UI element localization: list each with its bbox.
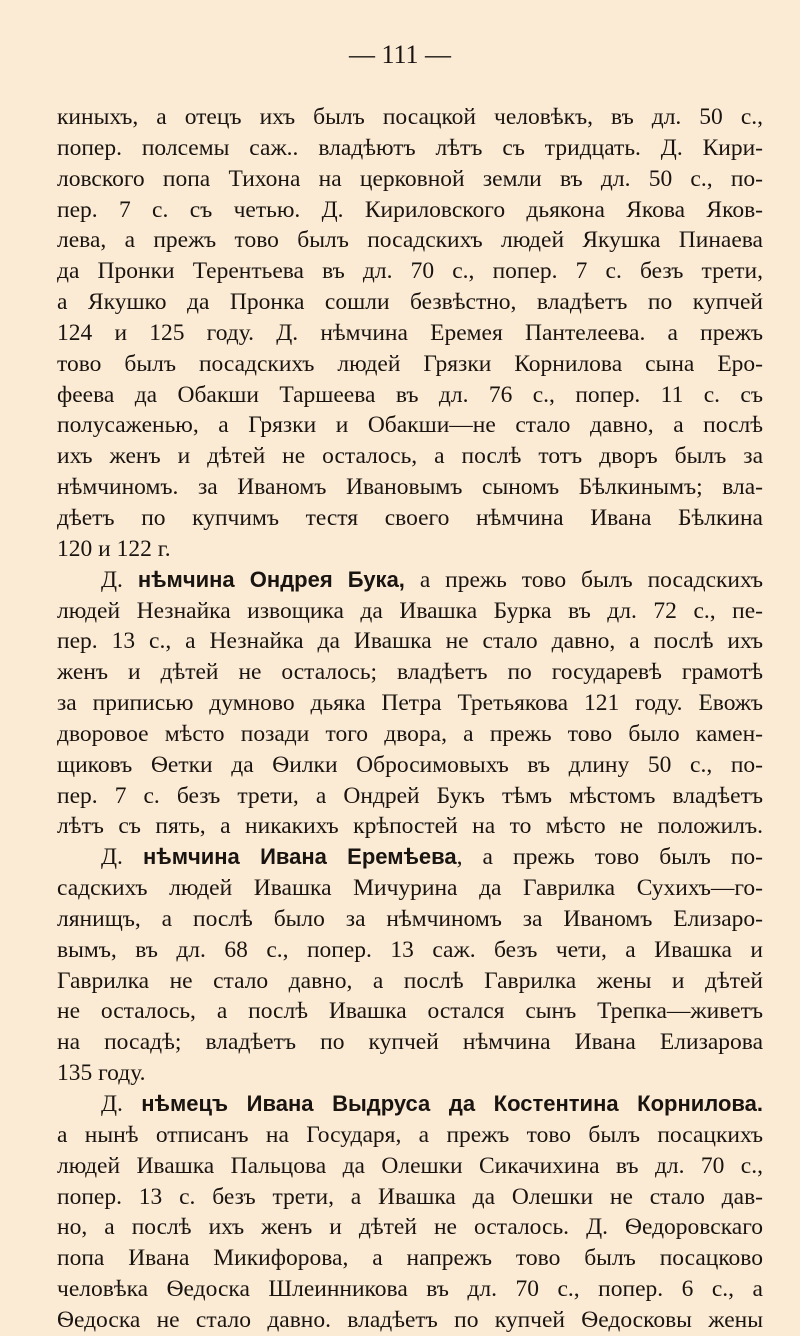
text-line	[57, 996, 763, 1027]
text-segment: попер. 13 с. безъ трети, а Ивашка да Олешки не стало дав-	[57, 1183, 763, 1210]
text-line	[57, 349, 763, 380]
text-line	[57, 503, 763, 534]
page-number: — 111 —	[348, 40, 452, 69]
text-segment: вымъ, въ дл. 68 с., попер. 13 саж. безъ чети, а Ивашка и	[57, 936, 763, 963]
text-line	[57, 1058, 763, 1089]
text-line	[57, 1182, 763, 1213]
text-line	[57, 873, 763, 904]
text-segment: на посадѣ; владѣетъ по купчей нѣмчина Ивана Елизарова	[57, 1029, 763, 1056]
paragraph	[57, 1089, 763, 1336]
text-line	[57, 842, 763, 873]
text-line	[57, 225, 763, 256]
text-segment: попер. полсемы саж.. владѣютъ лѣтъ съ тридцать. Д. Кири-	[57, 134, 763, 161]
text-line	[57, 102, 763, 133]
page-body	[57, 102, 763, 1336]
text-segment: нѣмчиномъ. за Иваномъ Ивановымъ сыномъ Бѣлкинымъ; вла-	[57, 474, 763, 501]
bold-heading-text: нѣмецъ Ивана Выдруса да Костентина Корнилова.	[141, 1091, 764, 1116]
text-line	[57, 133, 763, 164]
bold-heading-text: нѣмчина Ондрея Бука,	[137, 566, 405, 592]
text-segment: 120 и 122 г.	[57, 535, 171, 562]
text-segment: ихъ женъ и дѣтей не осталось, а послѣ тотъ дворъ былъ за	[57, 443, 763, 470]
text-segment: садскихъ людей Ивашка Мичурина да Гаврилка Сухихъ—го-	[57, 875, 763, 902]
paragraph	[57, 842, 763, 1089]
text-line	[57, 596, 763, 627]
text-line	[57, 565, 763, 596]
text-segment: а прежь тово былъ посадскихъ	[404, 566, 764, 593]
text-line	[57, 781, 763, 812]
text-segment: дѣетъ по купчимъ тестя своего нѣмчина Ивана Бѣлкина	[57, 504, 763, 531]
text-segment: ловского попа Тихона на церковной земли въ дл. 50 с., по-	[57, 165, 763, 192]
text-line	[57, 1089, 763, 1120]
text-segment: за приписью думново дьяка Петра Третьякова 121 году. Евожъ	[57, 690, 763, 717]
text-line	[57, 935, 763, 966]
text-segment: , а прежь тово былъ по-	[456, 844, 764, 871]
text-segment: щиковъ Ѳетки да Ѳилки Обросимовыхъ въ длину 50 с., по-	[57, 751, 763, 778]
text-segment: Ѳедоска не стало давно. владѣетъ по купчей Ѳедосковы жены	[57, 1306, 763, 1333]
text-segment: Гаврилка не стало давно, а послѣ Гаврилка жены и дѣтей	[57, 967, 763, 994]
text-segment: не осталось, а послѣ Ивашка остался сынъ Трепка—живетъ	[57, 998, 763, 1025]
text-line	[57, 472, 763, 503]
text-line	[57, 1027, 763, 1058]
text-line	[57, 750, 763, 781]
text-segment: дворовое мѣсто позади того двора, а прежь тово было камен-	[57, 720, 763, 747]
text-segment: да Пронки Терентьева въ дл. 70 с., попер. 7 с. безъ трети,	[57, 258, 763, 285]
text-line	[57, 318, 763, 349]
text-segment: лева, а прежъ тово былъ посадскихъ людей Якушка Пинаева	[57, 227, 763, 254]
text-line	[57, 688, 763, 719]
text-line	[57, 904, 763, 935]
text-line	[57, 1212, 763, 1243]
text-segment: Д.	[101, 844, 143, 871]
text-line	[57, 534, 763, 565]
text-segment: людей Ивашка Пальцова да Олешки Сикачихина въ дл. 70 с.,	[57, 1152, 763, 1179]
text-line	[57, 380, 763, 411]
text-line	[57, 256, 763, 287]
text-line	[57, 626, 763, 657]
paragraph	[57, 102, 763, 565]
text-segment: Д.	[101, 1091, 142, 1117]
text-line	[57, 1243, 763, 1274]
text-segment: 135 году.	[57, 1060, 146, 1087]
text-segment: женъ и дѣтей не осталось; владѣетъ по государевѣ грамотѣ	[57, 659, 763, 686]
text-segment: тово былъ посадскихъ людей Грязки Корнилова сына Еро-	[57, 350, 763, 377]
text-line	[57, 287, 763, 318]
text-segment: а нынѣ отписанъ на Государя, а прежъ тово былъ посацкихъ	[57, 1121, 763, 1148]
text-segment: пер. 13 с., а Незнайка да Ивашка не стало давно, а послѣ ихъ	[57, 628, 763, 655]
text-line	[57, 657, 763, 688]
text-segment: попа Ивана Микифорова, а напрежъ тово былъ посацково	[57, 1245, 763, 1272]
bold-heading-text: нѣмчина Ивана Еремѣева	[142, 844, 457, 870]
text-segment: киныхъ, а отецъ ихъ былъ посацкой человѣкъ, въ дл. 50 с.,	[57, 104, 763, 130]
text-segment: лѣтъ съ пять, а никакихъ крѣпостей на то мѣсто не положилъ.	[57, 813, 763, 840]
paragraph	[57, 565, 763, 843]
text-line	[57, 966, 763, 997]
text-segment: полусаженью, а Грязки и Обакши—не стало давно, а послѣ	[57, 412, 763, 439]
text-segment: феева да Обакши Таршеева въ дл. 76 с., попер. 11 с. съ	[57, 381, 763, 408]
text-line	[57, 1120, 763, 1151]
text-segment: а Якушко да Пронка сошли безвѣстно, владѣетъ по купчей	[57, 289, 763, 316]
text-line	[57, 1274, 763, 1305]
text-line	[57, 441, 763, 472]
text-line	[57, 410, 763, 441]
text-segment: 124 и 125 году. Д. нѣмчина Еремея Пантелеева. а прежъ	[57, 319, 763, 346]
text-segment: людей Незнайка извощика да Ивашка Бурка въ дл. 72 с., пе-	[57, 597, 763, 624]
text-line	[57, 195, 763, 226]
text-segment: пер. 7 с. безъ трети, а Ондрей Букъ тѣмъ мѣстомъ владѣетъ	[57, 782, 763, 809]
text-segment: пер. 7 с. съ четью. Д. Кириловского дьякона Якова Яков-	[57, 196, 763, 223]
text-line	[57, 164, 763, 195]
text-line	[57, 719, 763, 750]
text-segment: но, а послѣ ихъ женъ и дѣтей не осталось. Д. Ѳедоровскаго	[57, 1214, 763, 1241]
text-line	[57, 1305, 763, 1336]
text-line	[57, 1151, 763, 1182]
text-segment: человѣка Ѳедоска Шлеинникова въ дл. 70 с., попер. 6 с., а	[57, 1276, 763, 1303]
text-segment: Д.	[101, 566, 138, 593]
text-line	[57, 811, 763, 842]
text-segment: лянищъ, а послѣ было за нѣмчиномъ за Иваномъ Елизаро-	[57, 905, 763, 932]
